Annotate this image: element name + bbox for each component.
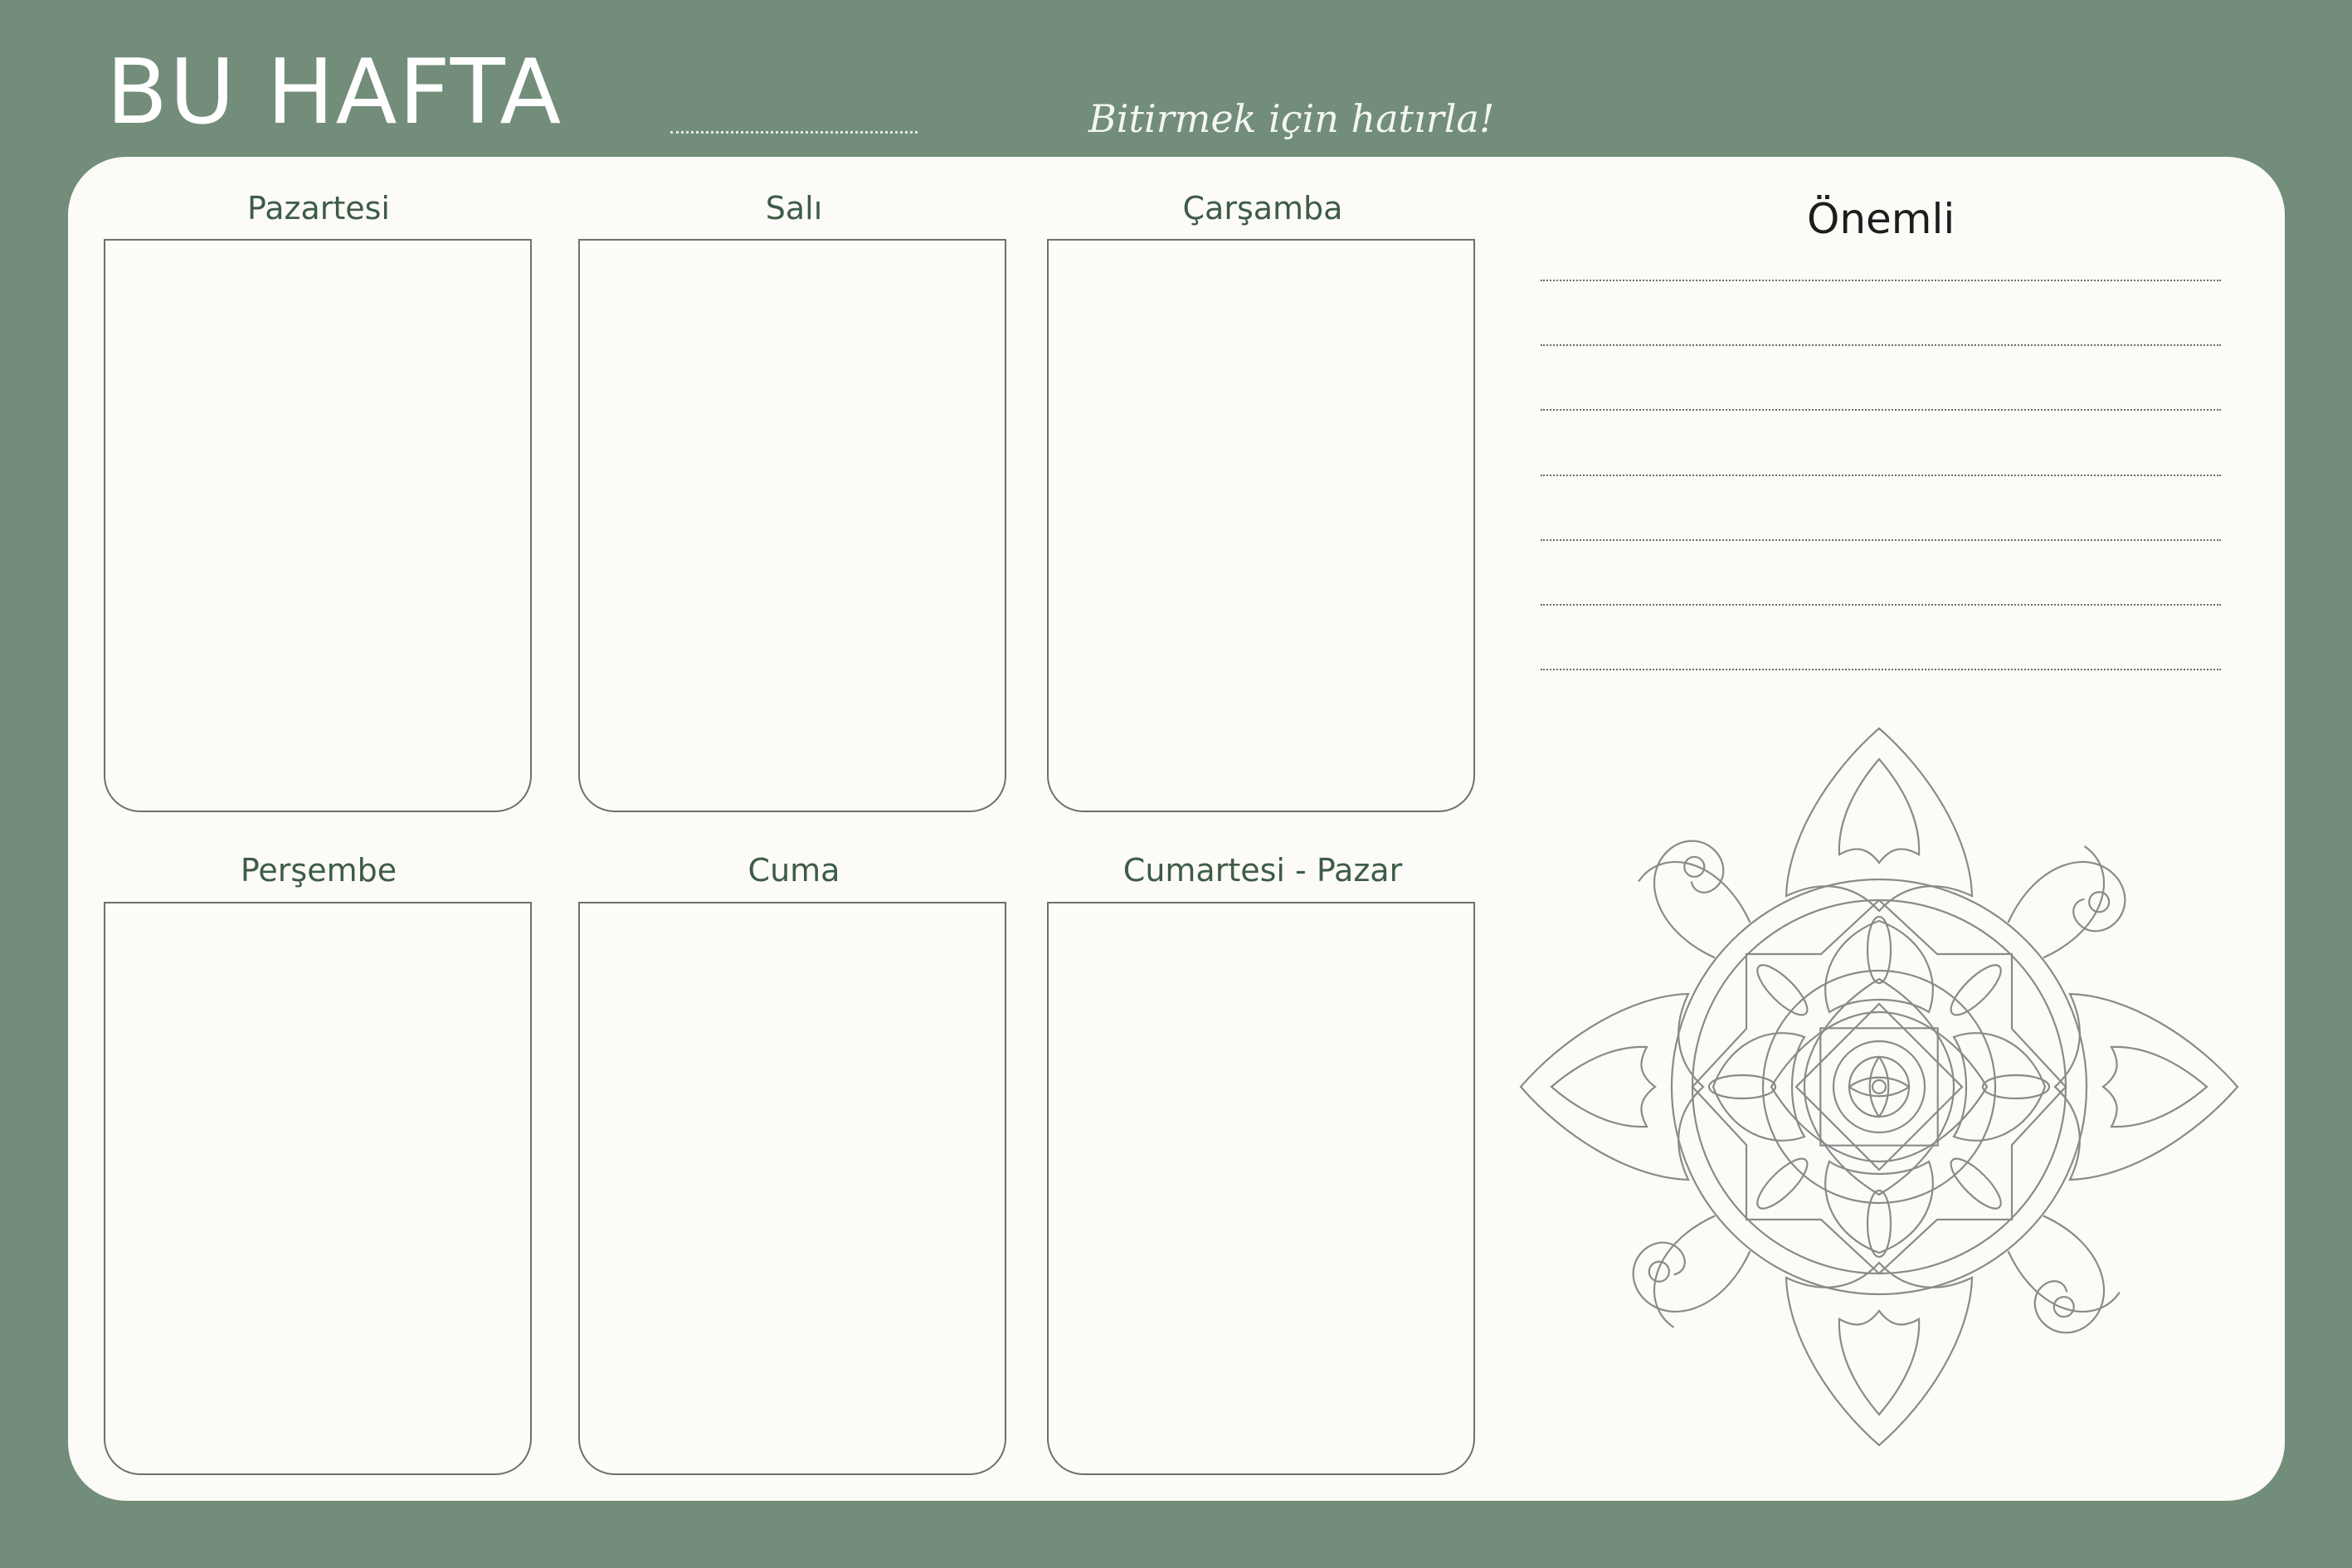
- important-line[interactable]: [1541, 344, 2221, 346]
- day-box-friday[interactable]: [578, 902, 1006, 1475]
- day-box-thursday[interactable]: [104, 902, 532, 1475]
- important-line[interactable]: [1541, 669, 2221, 670]
- day-label-friday: Cuma: [747, 852, 840, 889]
- important-line[interactable]: [1541, 409, 2221, 411]
- important-line[interactable]: [1541, 280, 2221, 281]
- mandala-outer-diamonds: [1521, 728, 2238, 1445]
- important-line[interactable]: [1541, 475, 2221, 476]
- mandala-inner: [1762, 970, 1997, 1205]
- important-line[interactable]: [1541, 539, 2221, 541]
- mandala-petals: [1709, 917, 2049, 1257]
- day-box-wednesday[interactable]: [1047, 239, 1475, 812]
- important-title: Önemli: [1807, 195, 1955, 243]
- day-box-tuesday[interactable]: [578, 239, 1006, 812]
- day-label-thursday: Perşembe: [240, 852, 397, 889]
- reminder-text: Bitirmek için hatırla!: [1088, 96, 1495, 141]
- day-label-weekend: Cumartesi - Pazar: [1122, 852, 1403, 889]
- mandala-scrolls: [1619, 827, 2139, 1346]
- page-title: BU HAFTA: [106, 41, 563, 144]
- title-dotted-line: [670, 131, 918, 134]
- mandala-middle: [1672, 879, 2087, 1294]
- mandala-icon: [1510, 718, 2248, 1456]
- day-label-monday: Pazartesi: [247, 190, 390, 226]
- day-box-weekend[interactable]: [1047, 902, 1475, 1475]
- day-box-monday[interactable]: [104, 239, 532, 812]
- important-line[interactable]: [1541, 604, 2221, 606]
- day-label-wednesday: Çarşamba: [1182, 190, 1343, 226]
- day-label-tuesday: Salı: [765, 190, 823, 226]
